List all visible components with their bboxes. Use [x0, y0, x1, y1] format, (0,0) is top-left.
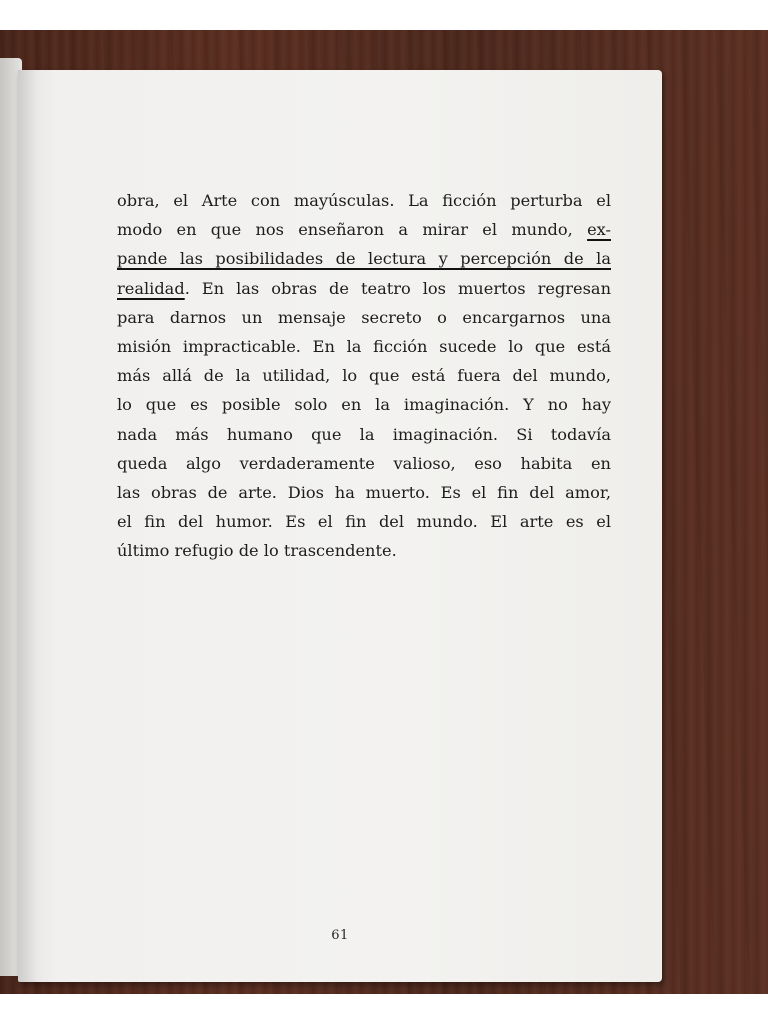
photo-background [0, 30, 768, 994]
text-line: último refugio de lo trascendente. [117, 541, 397, 561]
page-gutter-shadow [18, 70, 38, 982]
text-line: nada más humano que la imaginación. Si todavía [117, 424, 611, 444]
underlined-text: ex- [587, 220, 611, 240]
text-line: lo que es posible solo en la imaginación. Y no hay [117, 395, 611, 415]
text-line: misión impracticable. En la ficción sucede lo que está [117, 337, 611, 357]
text-line: obra, el Arte con mayúsculas. La ficción perturba el [117, 191, 611, 210]
text-line: el fin del humor. Es el fin del mundo. El arte es el [117, 512, 611, 532]
underlined-text: pande las posibilidades de lectura y percepción de la [117, 249, 611, 269]
page-number: 61 [331, 928, 349, 943]
text-line: realidad. En las obras de teatro los muertos regresan [117, 278, 611, 298]
text-line: queda algo verdaderamente valioso, eso habita en [117, 453, 611, 473]
text-line: para darnos un mensaje secreto o encargarnos una [117, 307, 611, 327]
text-line: modo en que nos enseñaron a mirar el mundo, ex- [117, 220, 611, 240]
text-line: las obras de arte. Dios ha muerto. Es el fin del amor, [117, 483, 611, 503]
underlined-text: realidad [117, 278, 185, 298]
page-text [117, 186, 611, 566]
text-line: más allá de la utilidad, lo que está fuera del mundo, [117, 366, 611, 386]
book-page [18, 70, 662, 982]
text-line [117, 244, 611, 273]
